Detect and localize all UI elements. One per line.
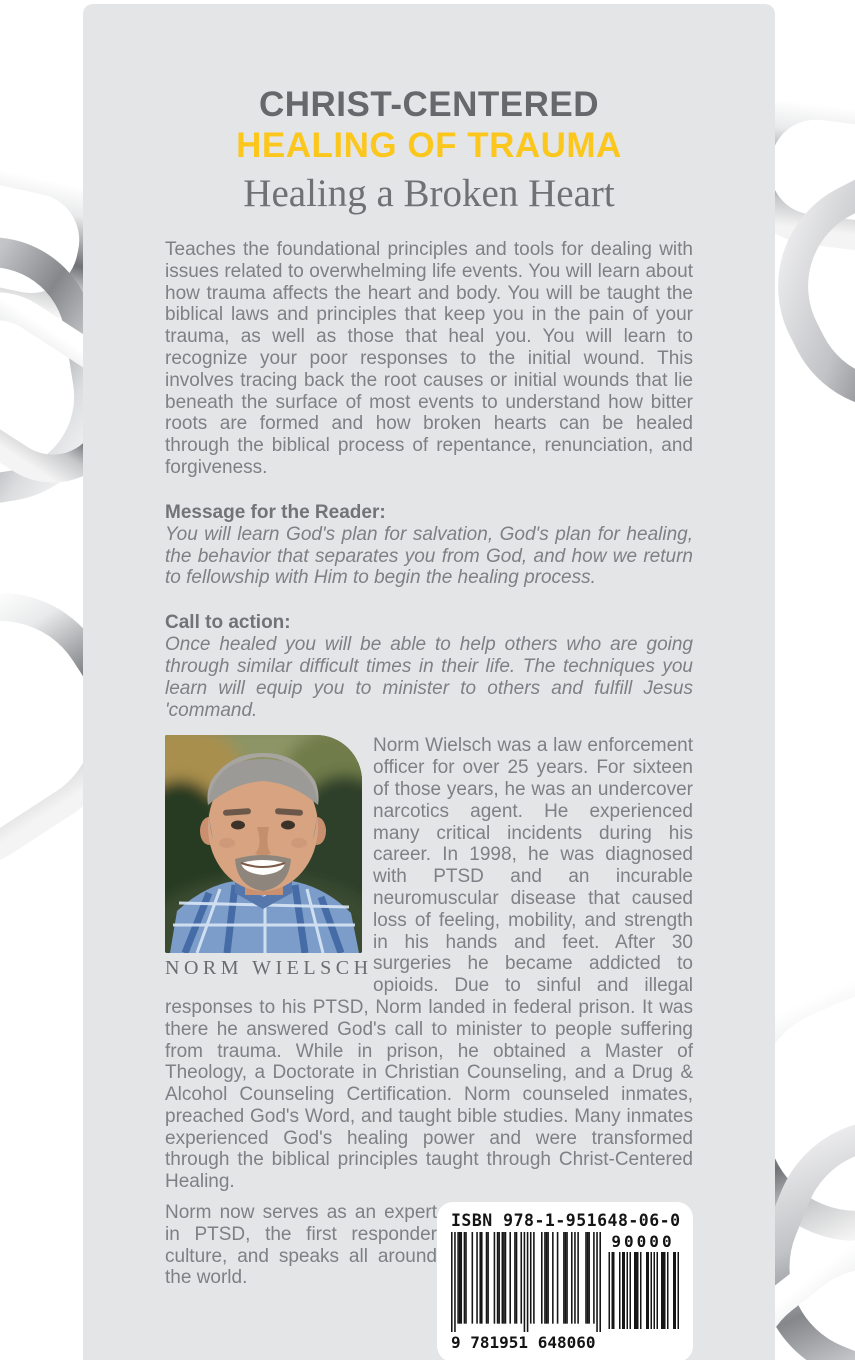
addon-digits: 90000 [611, 1232, 675, 1252]
cta-heading: Call to action: [165, 612, 291, 634]
message-body: You will learn God's plan for salvation, God's plan for healing, the behavior that separates you from God, and how we return to fellowship with Him to begin the healing process. [165, 523, 693, 589]
addon-barcode [607, 1232, 679, 1352]
book-title-line1: CHRIST-CENTERED [258, 85, 600, 124]
message-heading: Message for the Reader: [165, 501, 386, 523]
message-section [165, 502, 693, 589]
title-block [165, 84, 693, 219]
ean13-digits: 9 781951 648060 [451, 1333, 596, 1353]
addon-barcode-graphic [607, 1252, 679, 1336]
isbn-number: ISBN 978-1-951648-06-0 [451, 1211, 681, 1231]
ean13-barcode-graphic [451, 1232, 601, 1332]
isbn-barcode-box [437, 1202, 693, 1360]
bottom-row [165, 1202, 693, 1360]
author-photo [165, 735, 362, 953]
author-bio-text: Norm Wielsch was a law enforcement officer for over 25 years. For sixteen of those years, he was an undercover narcotics agent. He experienced many critical incidents during his career. In 1998, he was diagnosed with PTSD and an incurable neuromuscular disease that caused loss of feeling, mobility, and strength in his hands and feet. After 30 surgeries he became addicted to opioids. Due to sinful and illegal responses to his PTSD, Norm landed in federal prison. It was there he answered God's call to minister to people suffering from trauma. While in prison, he obtained a Master of Theology, a Doctorate in Christian Counseling, and a Drug & Alcohol Counseling Certification. Norm counseled inmates, preached God's Word, and taught bible studies. Many inmates experienced God's healing power and were transformed through the biblical principles taught through Christ-Centered Healing. [165, 735, 693, 1193]
book-title-line2: HEALING OF TRAUMA [236, 126, 622, 165]
cta-body: Once healed you will be able to help others who are going through similar difficult times in their life. The techniques you learn will equip you to minister to others and fulfill Jesus 'command. [165, 634, 693, 721]
book-description: Teaches the foundational principles and tools for dealing with issues related to overwhelming life events. You will learn about how trauma affects the heart and body. You will be taught the biblical laws and principles that keep you in the pain of your trauma, as well as those that heal you. You will learn to recognize your poor responses to the initial wound. This involves tracing back the root causes or initial wounds that lie beneath the surface of most events to understand how bitter roots are formed and how broken hearts can be healed through the biblical process of repentance, renunciation, and forgiveness. [165, 239, 693, 478]
back-cover-panel [83, 4, 775, 1360]
barcode-graphics-row [451, 1232, 679, 1352]
author-bio-section [165, 735, 693, 1193]
author-photo-caption: NORM WIELSCH [165, 957, 373, 980]
ean13-barcode [451, 1232, 601, 1352]
author-bio-continued: Norm now serves as an expert in PTSD, the first responder culture, and speaks all around the world. [165, 1202, 437, 1289]
call-to-action-section [165, 612, 693, 721]
author-portrait-graphic [165, 735, 362, 953]
author-photo-card [165, 735, 373, 980]
book-subtitle: Healing a Broken Heart [243, 172, 615, 215]
